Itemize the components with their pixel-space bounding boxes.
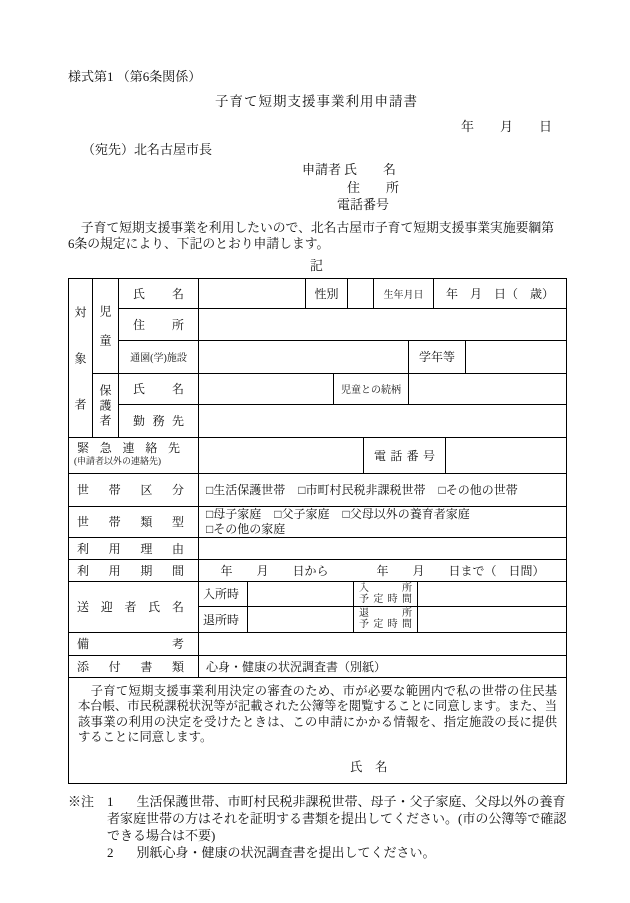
use-reason-label: 利用理由: [77, 541, 184, 556]
child-name-row: [119, 279, 566, 309]
child-group: [93, 279, 566, 374]
checkbox-icon: □: [298, 483, 306, 497]
emergency-phone-input-area: [446, 438, 566, 473]
consent-cell: [69, 678, 566, 783]
footnote-text: 生活保護世帯、市町村民税非課税世帯、母子・父子家庭、父母以外の養育者家庭世帯の方はそれを証明する書類を提出してください。(市の公簿等で確認できる場合は不要): [107, 793, 567, 843]
school-row: [119, 341, 566, 373]
emergency-contact-row: [69, 437, 566, 473]
use-period-value: 年 月 日から 年 月 日まで（ 日間）: [220, 563, 545, 578]
target-person-section: [69, 279, 566, 444]
checkbox-icon: □: [206, 506, 214, 521]
checkin-time-label-line1: 入所: [359, 582, 412, 594]
intro-line-1: 子育て短期支援事業を利用したいので、北名古屋市子育て短期支援事業実施要綱第: [68, 220, 555, 235]
checkbox-icon: □: [206, 483, 214, 497]
record-mark: 記: [309, 257, 323, 273]
emergency-contact-input-area: [199, 438, 364, 473]
guardian-name-input-area: [199, 374, 334, 404]
page-title: 子育て短期支援事業利用申請書: [215, 94, 418, 109]
addressee-line: （宛先）北名古屋市長: [82, 142, 213, 157]
birth-value: 年 月 日（ 歳）: [445, 286, 554, 301]
option-label: 母子家庭: [213, 506, 262, 521]
option-sonota-setai: [439, 481, 518, 498]
child-name-label: 氏名: [133, 286, 184, 301]
footnote-number: 1: [107, 793, 114, 809]
school-label-cell: [119, 341, 199, 373]
form-number: 様式第1 （第6条関係）: [68, 69, 202, 84]
checkin-name-input-area: [248, 582, 354, 606]
birth-value-cell: [434, 279, 566, 308]
guardian-name-label: 氏名: [133, 382, 184, 396]
consent-row: [69, 677, 566, 783]
use-reason-row: [69, 537, 566, 559]
applicant-phone-label: 電話番号: [337, 197, 390, 212]
child-address-row: [119, 309, 566, 341]
workplace-label-cell: [119, 405, 199, 437]
date-line: 年 月 日: [460, 119, 552, 134]
checkin-subrow: [199, 582, 566, 607]
household-class-label: 世帯区分: [77, 483, 184, 497]
sex-label-cell: [306, 279, 348, 308]
relation-input-area: [409, 374, 566, 404]
option-fushi: [274, 507, 329, 522]
applicant-block: [302, 161, 565, 214]
emergency-label: 緊急連絡先: [77, 441, 180, 455]
checkout-time-label-cell: [354, 607, 418, 632]
household-type-options-cell: [199, 507, 566, 537]
child-address-label: 住所: [133, 317, 184, 332]
checkbox-icon: □: [206, 521, 214, 536]
option-label: 父子家庭: [281, 506, 330, 521]
checkout-label: 退所時: [203, 612, 240, 627]
option-boshi: [206, 507, 261, 522]
grade-label: 学年等: [418, 350, 455, 364]
guardian-name-label-cell: [119, 374, 199, 404]
school-label: 通園(学)施設: [130, 353, 187, 364]
child-name-input-area: [199, 279, 306, 308]
option-label: その他の世帯: [445, 483, 518, 497]
workplace-row: [119, 405, 566, 437]
attachments-row: [69, 655, 566, 677]
use-period-label: 利用期間: [77, 563, 184, 578]
option-label: 生活保護世帯: [213, 483, 286, 497]
attachments-value-cell: [199, 656, 566, 677]
checkin-time-label-cell: [354, 582, 418, 606]
household-type-row: [69, 506, 566, 537]
remarks-label-cell: [69, 633, 199, 655]
grade-input-area: [466, 341, 566, 373]
target-group-label: 対象者: [73, 305, 87, 444]
applicant-prefix: 申請者: [302, 162, 342, 177]
household-type-label: 世帯類型: [77, 515, 184, 529]
emergency-phone-label-cell: [364, 438, 446, 473]
application-table: [68, 278, 567, 784]
household-class-row: [69, 473, 566, 506]
checkout-label-cell: [199, 607, 248, 632]
escort-label: 送迎者氏名: [77, 600, 184, 614]
checkout-name-input-area: [248, 607, 354, 632]
sex-label: 性別: [314, 286, 339, 301]
footnote-marker: ※注: [68, 793, 95, 809]
child-address-input-area: [199, 309, 566, 340]
applicant-name-label: 氏 名: [344, 162, 397, 177]
option-label: 市町村民税非課税世帯: [305, 483, 426, 497]
attachments-label: 添付書類: [77, 659, 184, 674]
footnote-item-1: [107, 793, 567, 844]
relation-label-cell: [334, 374, 409, 404]
birth-label: 生年月日: [383, 289, 424, 301]
footnote-text: 別紙心身・健康の状況調査書を提出してください。: [136, 844, 436, 860]
workplace-input-area: [199, 405, 566, 437]
checkin-time-label-line2: 予定時間: [359, 593, 412, 605]
guardian-group-label: 保護者: [98, 384, 112, 429]
birth-label-cell: [374, 279, 434, 308]
target-group-header: [69, 279, 93, 444]
child-address-label-cell: [119, 309, 199, 340]
remarks-row: [69, 632, 566, 655]
applicant-address-label: 住 所: [347, 179, 400, 195]
emergency-phone-label: 電話番号: [374, 448, 435, 463]
checkout-subrow: [199, 607, 566, 632]
footnotes: [68, 793, 567, 861]
child-name-label-cell: [119, 279, 199, 308]
school-input-area: [199, 341, 409, 373]
use-reason-label-cell: [69, 538, 199, 559]
consent-signature-label: 氏 名: [350, 759, 388, 774]
escort-label-cell: [69, 582, 199, 632]
emergency-sublabel: (申請者以外の連絡先): [74, 456, 161, 466]
checkbox-icon: □: [342, 506, 350, 521]
checkin-time-input-area: [418, 582, 566, 606]
household-class-label-cell: [69, 474, 199, 506]
checkout-time-label-line1: 退所: [359, 608, 412, 619]
intro-paragraph: [68, 220, 565, 253]
checkin-label-cell: [199, 582, 248, 606]
checkin-label: 入所時: [203, 587, 240, 601]
attachments-label-cell: [69, 656, 199, 677]
applicant-name-line: [302, 161, 565, 179]
grade-label-cell: [409, 341, 466, 373]
child-group-label: 児童: [98, 305, 112, 363]
checkout-time-label-line2: 予定時間: [359, 619, 412, 630]
option-hikazei: [298, 481, 425, 498]
checkout-time-input-area: [418, 607, 566, 632]
emergency-label-cell: [69, 438, 199, 473]
child-group-header: [93, 279, 119, 373]
attachments-value: 心身・健康の状況調査書（別紙）: [206, 659, 387, 674]
remarks-label: 備考: [77, 637, 184, 651]
guardian-group-header: [93, 374, 119, 437]
checkbox-icon: □: [438, 483, 446, 497]
option-label: 父母以外の養育者家庭: [349, 506, 470, 521]
footnote-item-2: [107, 844, 567, 861]
guardian-group: [93, 374, 566, 437]
option-sonota-katei: [206, 522, 285, 537]
sex-input-area: [348, 279, 374, 308]
relation-label: 児童との続柄: [341, 385, 401, 396]
use-period-label-cell: [69, 560, 199, 581]
checkbox-icon: □: [274, 506, 282, 521]
workplace-label: 勤務先: [133, 414, 184, 428]
remarks-input-area: [199, 633, 566, 655]
escort-row: [69, 581, 566, 632]
option-yoikusha: [343, 507, 470, 522]
household-class-options-cell: [199, 474, 566, 506]
option-seikatsuhogo: [206, 481, 285, 498]
guardian-name-row: [119, 374, 566, 405]
footnote-number: 2: [107, 844, 114, 860]
household-type-label-cell: [69, 507, 199, 537]
use-period-row: [69, 559, 566, 581]
use-period-value-cell: [199, 560, 566, 581]
consent-text: 子育て短期支援事業利用決定の審査のため、市が必要な範囲内で私の世帯の住民基本台帳、市民税課税状況等が記載された公簿等を閲覧することに同意します。また、当該事業の利用の決定を受けたときは、この申請にかかる情報を、指定施設の長に提供することに同意します。: [78, 683, 557, 745]
intro-line-2: 6条の規定により、下記のとおり申請します。: [68, 237, 330, 251]
use-reason-input-area: [199, 538, 566, 559]
option-label: その他の家庭: [213, 521, 286, 536]
